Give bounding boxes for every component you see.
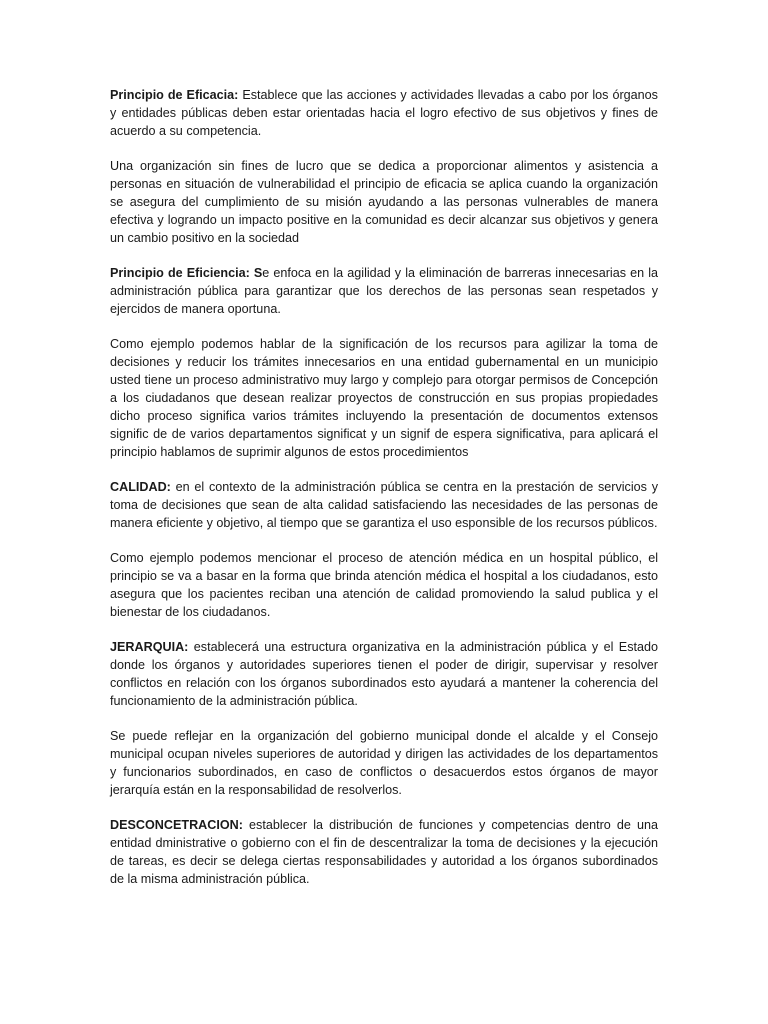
heading-jerarquia: JERARQUIA: bbox=[110, 640, 189, 654]
paragraph-desconcentracion bbox=[110, 816, 658, 888]
heading-desconcentracion: DESCONCETRACION: bbox=[110, 818, 243, 832]
paragraph-text: establecerá una estructura organizativa en la administración pública y el Estado donde los órganos y autoridades superiores tienen el poder de dirigir, supervisar y resolver conflictos en relación con los órganos subordinados esto ayudará a mantener la coherencia del funcionamiento de la administración pública. bbox=[110, 640, 658, 708]
paragraph-text: Una organización sin fines de lucro que se dedica a proporcionar alimentos y asistencia a personas en situación de vulnerabilidad el principio de eficacia se aplica cuando la organización se asegura del cumplimiento de su misión ayudando a las personas vulnerables de manera efectiva y logrando un impacto positive en la comunidad es decir alcanzar sus objetivos y genera un cambio positivo en la sociedad bbox=[110, 159, 658, 245]
paragraph-eficiencia bbox=[110, 264, 658, 318]
heading-calidad: CALIDAD: bbox=[110, 480, 171, 494]
paragraph-eficacia bbox=[110, 86, 658, 140]
document-page bbox=[110, 86, 658, 888]
paragraph-jerarquia-example bbox=[110, 727, 658, 799]
paragraph-text: Como ejemplo podemos hablar de la significación de los recursos para agilizar la toma de decisiones y reducir los trámites innecesarios en una entidad gubernamental en un municipio usted tiene un proceso administrativo muy largo y complejo para otorgar permisos de Concepción a los ciudadanos que desean realizar proyectos de construcción en sus propias propiedades dicho proceso significa varios trámites incluyendo la presentación de documentos extensos signific de de varios departamentos significat y un signif de espera significativa, para aplicará el principio hablamos de suprimir algunos de estos procedimientos bbox=[110, 337, 658, 459]
paragraph-text: e enfoca en la agilidad y la eliminación de barreras innecesarias en la administración pública para garantizar que los derechos de las personas sean respetados y ejercidos de manera oportuna. bbox=[110, 266, 658, 316]
paragraph-eficiencia-example bbox=[110, 335, 658, 461]
paragraph-text: Se puede reflejar en la organización del gobierno municipal donde el alcalde y el Consejo municipal ocupan niveles superiores de autoridad y dirigen las actividades de los departamentos y funcionarios subordinados, en caso de conflictos o desacuerdos estos órganos de mayor jerarquía están en la responsabilidad de resolverlos. bbox=[110, 729, 658, 797]
paragraph-jerarquia bbox=[110, 638, 658, 710]
paragraph-calidad-example bbox=[110, 549, 658, 621]
paragraph-text: Establece que las acciones y actividades llevadas a cabo por los órganos y entidades públicas deben estar orientadas hacia el logro efectivo de sus objetivos y fines de acuerdo a su competencia. bbox=[110, 88, 658, 138]
paragraph-eficacia-example bbox=[110, 157, 658, 247]
paragraph-text: Como ejemplo podemos mencionar el proceso de atención médica en un hospital público, el principio se va a basar en la forma que brinda atención médica el hospital a los ciudadanos, esto asegura que los pacientes reciban una atención de calidad promoviendo la salud publica y el bienestar de los ciudadanos. bbox=[110, 551, 658, 619]
heading-eficiencia: Principio de Eficiencia: S bbox=[110, 266, 263, 280]
paragraph-text: en el contexto de la administración pública se centra en la prestación de servicios y toma de decisiones que sean de alta calidad satisfaciendo las necesidades de las personas de manera eficiente y objetivo, al tiempo que se garantiza el uso esponsible de los recursos públicos. bbox=[110, 480, 658, 530]
paragraph-text: establecer la distribución de funciones y competencias dentro de una entidad dministrative o gobierno con el fin de descentralizar la toma de decisiones y la ejecución de tareas, es decir se delega ciertas responsabilidades y autoridad a los órganos subordinados de la misma administración pública. bbox=[110, 818, 658, 886]
heading-eficacia: Principio de Eficacia: bbox=[110, 88, 239, 102]
paragraph-calidad bbox=[110, 478, 658, 532]
